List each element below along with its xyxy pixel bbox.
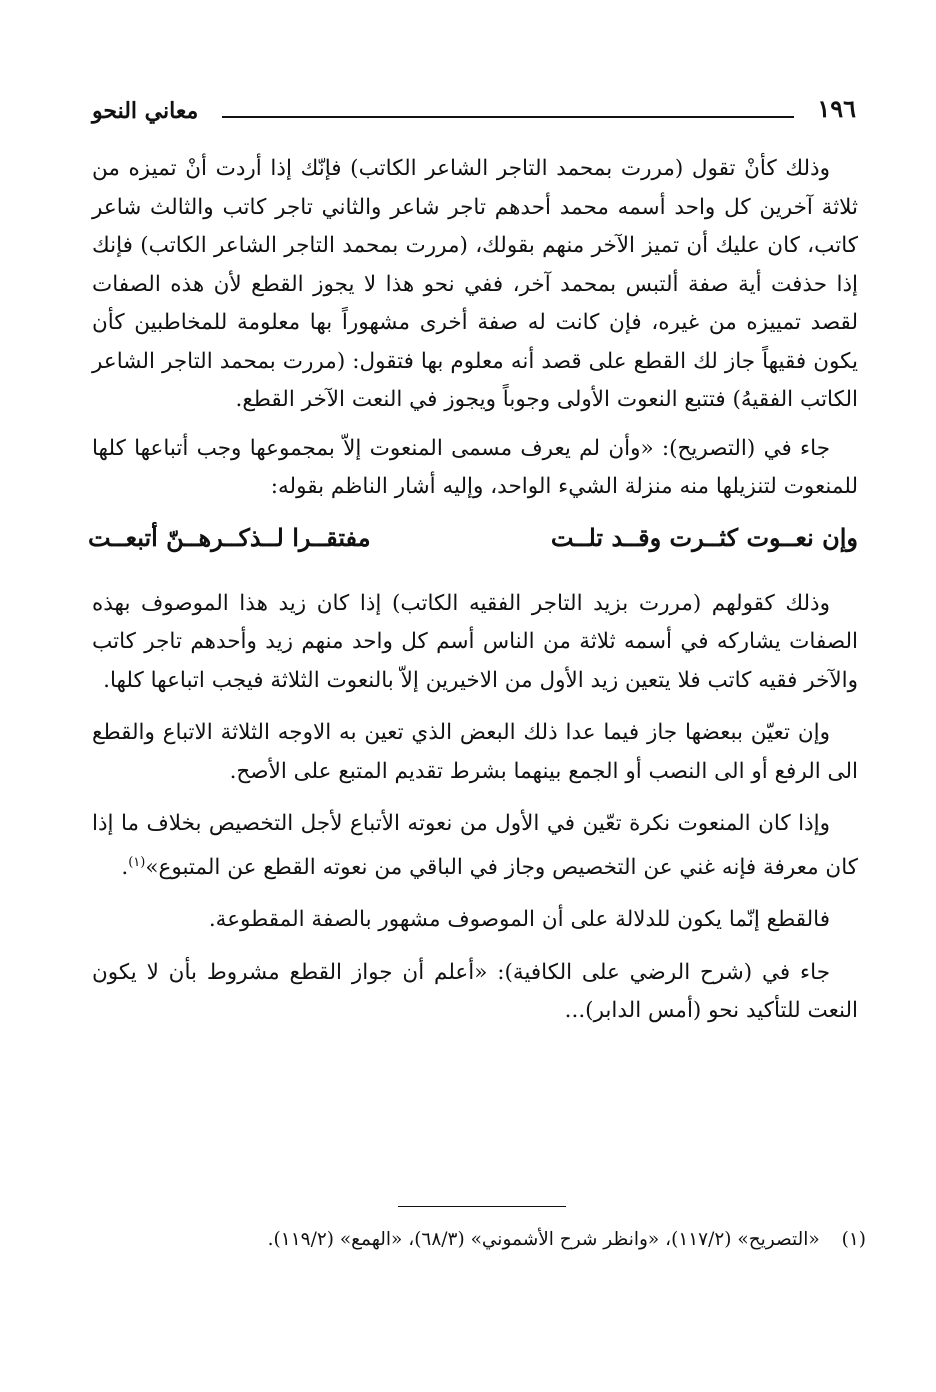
paragraph-5: وإذا كان المنعوت نكرة تعّين في الأول من نعوته الأتباع لأجل التخصيص بخلاف ما إذا كان معرفة فإنه غني عن التخصيص وجاز في الباقي من نعوته القطع عن المتبوع»$^{(١)}$. <box>92 811 858 880</box>
paragraph-2: جاء في (التصريح): «وأن لم يعرف مسمى المنعوت إلاّ بمجموعها وجب أتباعها كلها للمنعوت لتنزيلها منه منزلة الشيء الواحد، وإليه أشار الناظم بقوله: <box>92 435 858 499</box>
header-rule <box>222 116 794 118</box>
page-number: ١٩٦ <box>817 94 856 123</box>
page-header <box>92 94 856 134</box>
paragraph-3: وذلك كقولهم (مررت بزيد التاجر الفقيه الكاتب) إذا كان زيد هذا الموصوف بهذه الصفات يشاركه في أسمه ثلاثة من الناس أسم كل واحد منهم زيد وأحدهم تاجر كاتب والآخر فقيه كاتب فلا يتعين زيد الأول من الاخيرين إلاّ بالنعوت الثلاثة فيجب اتباعها كلها. <box>92 590 858 693</box>
book-title: معاني النحو <box>92 98 199 124</box>
paragraph-4: وإن تعيّن ببعضها جاز فيما عدا ذلك البعض الذي تعين به الاوجه الثلاثة الاتباع والقطع الى الرفع أو الى النصب أو الجمع بينهما بشرط تقديم المتبع على الأصح. <box>92 720 858 784</box>
footnote <box>92 1226 866 1254</box>
footnote-text: «التصريح» (١١٧/٢)، «وانظر شرح الأشموني» (٦٨/٣)، «الهمع» (١١٩/٢). <box>267 1229 820 1250</box>
paragraph-1: وذلك كأنْ تقول (مررت بمحمد التاجر الشاعر الكاتب) فإنّك إذا أردت أنْ تميزه من ثلاثة آخرين كل واحد أسمه محمد أحدهم تاجر شاعر والثاني تاجر كاتب والثالث شاعر كاتب، كان عليك أن تميز الآخر منهم بقولك، (مررت بمحمد التاجر الشاعر الكاتب) فإنك إذا حذفت أية صفة ألتبس بمحمد آخر، ففي نحو هذا لا يجوز القطع لأن هذه الصفات لقصد تمييزه من غيره، فإن كانت له صفة أخرى مشهوراً بها معلومة للمخاطبين كأن يكون فقيهاً جاز لك القطع على قصد أنه معلوم بها فتقول: (مررت بمحمد التاجر الشاعر الكاتب الفقيهُ) فتتبع النعوت الأولى وجوباً ويجوز في النعت الآخر القطع. <box>92 156 858 412</box>
paragraph-5-text: وإذا كان المنعوت نكرة تعّين في الأول من نعوته الأتباع لأجل التخصيص بخلاف ما إذا كان معرفة فإنه غني عن التخصيص وجاز في الباقي من نعوته القطع عن المتبوع» <box>92 811 858 880</box>
footnote-marker: (١) <box>128 854 146 870</box>
paragraph-7: جاء في (شرح الرضي على الكافية): «أعلم أن جواز القطع مشروط بأن لا يكون النعت للتأكيد نحو (أمس الدابر)... <box>92 959 858 1024</box>
verse-first-hemistich: وإن نعــوت كثــرت وقــد تلــت <box>550 522 858 552</box>
footnote-rule <box>398 1206 566 1207</box>
paragraph-6: فالقطع إنّما يكون للدلالة على أن الموصوف مشهور بالصفة المقطوعة. <box>208 907 830 933</box>
verse-second-hemistich: مفتقــرا لــذكــرهــنّ أتبعــت <box>88 522 371 552</box>
verse <box>88 519 858 569</box>
main-text <box>88 150 858 1031</box>
footnote-number: (١) <box>841 1229 866 1250</box>
